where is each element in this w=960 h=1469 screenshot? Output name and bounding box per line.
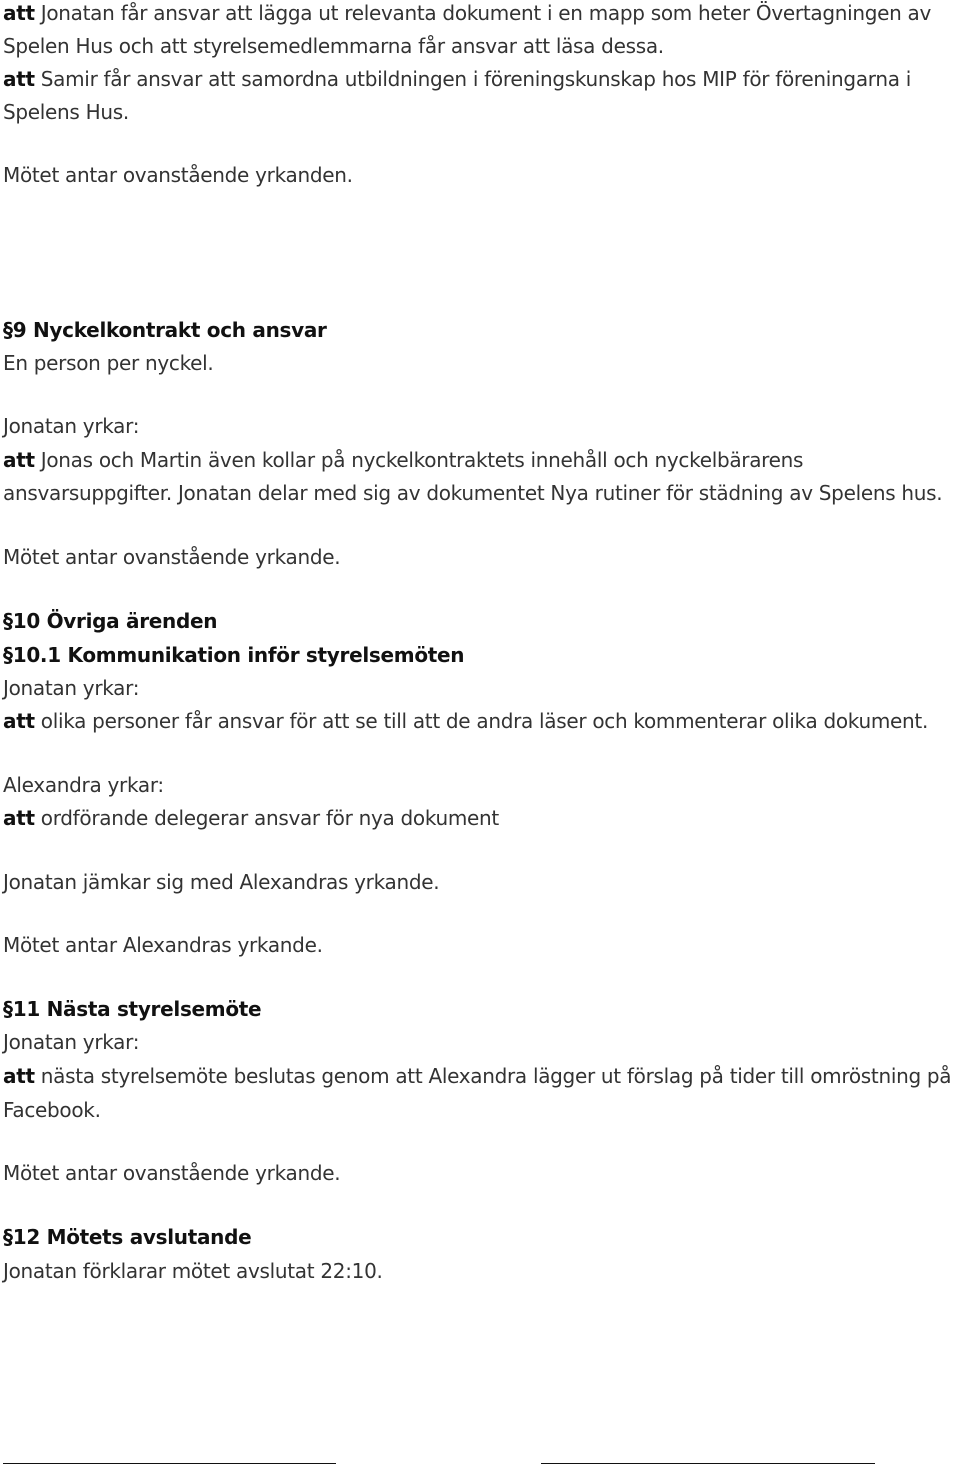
subsection-heading: §10.1 Kommunikation inför styrelsemöten [3,643,465,667]
motion-text: Jonas och Martin även kollar på nyckelkontraktets innehåll och nyckelbärarens [34,448,804,472]
motion-text: olika personer får ansvar för att se till att de andra läser och kommenterar olika dokument. [34,709,929,733]
proposer-label: Alexandra yrkar: [3,773,164,797]
motion-text: Jonatan får ansvar att lägga ut relevanta dokument i en mapp som heter Övertagningen av [34,1,932,25]
motion-text-continued: ansvarsuppgifter. Jonatan delar med sig av dokumentet Nya rutiner för städning av Spelens hus. [3,481,943,505]
motion-text-continued: Facebook. [3,1098,101,1122]
proposer-label: Jonatan yrkar: [3,414,140,438]
proposer-label: Jonatan yrkar: [3,1030,140,1054]
motion-text-continued: Spelens Hus. [3,100,129,124]
decision-text: Mötet antar ovanstående yrkanden. [3,163,353,187]
att-keyword: att [3,67,35,91]
decision-text: Mötet antar Alexandras yrkande. [3,933,323,957]
motion-line [3,1059,951,1093]
closing-text: Jonatan förklarar mötet avslutat 22:10. [3,1259,383,1283]
motion-line [3,801,499,835]
att-keyword: att [3,806,35,830]
proposer-label: Jonatan yrkar: [3,676,140,700]
section-heading: §10 Övriga ärenden [3,609,218,633]
att-keyword: att [3,448,35,472]
motion-line [3,443,803,477]
motion-line [3,0,931,30]
section-heading: §9 Nyckelkontrakt och ansvar [3,318,327,342]
motion-text: nästa styrelsemöte beslutas genom att Alexandra lägger ut förslag på tider till omröstning på [34,1064,952,1088]
decision-text: Mötet antar ovanstående yrkande. [3,1161,341,1185]
adjustment-text: Jonatan jämkar sig med Alexandras yrkande. [3,870,440,894]
decision-text: Mötet antar ovanstående yrkande. [3,545,341,569]
att-keyword: att [3,1,35,25]
att-keyword: att [3,1064,35,1088]
motion-text: Samir får ansvar att samordna utbildningen i föreningskunskap hos MIP för föreningarna i [34,67,911,91]
section-heading: §11 Nästa styrelsemöte [3,997,262,1021]
motion-text: ordförande delegerar ansvar för nya dokument [34,806,499,830]
motion-text-continued: Spelen Hus och att styrelsemedlemmarna får ansvar att läsa dessa. [3,34,664,58]
signature-line-left [3,1463,336,1464]
motion-line [3,62,911,96]
section-note: En person per nyckel. [3,351,214,375]
motion-line [3,704,928,738]
signature-line-right [541,1463,875,1464]
section-heading: §12 Mötets avslutande [3,1225,252,1249]
att-keyword: att [3,709,35,733]
